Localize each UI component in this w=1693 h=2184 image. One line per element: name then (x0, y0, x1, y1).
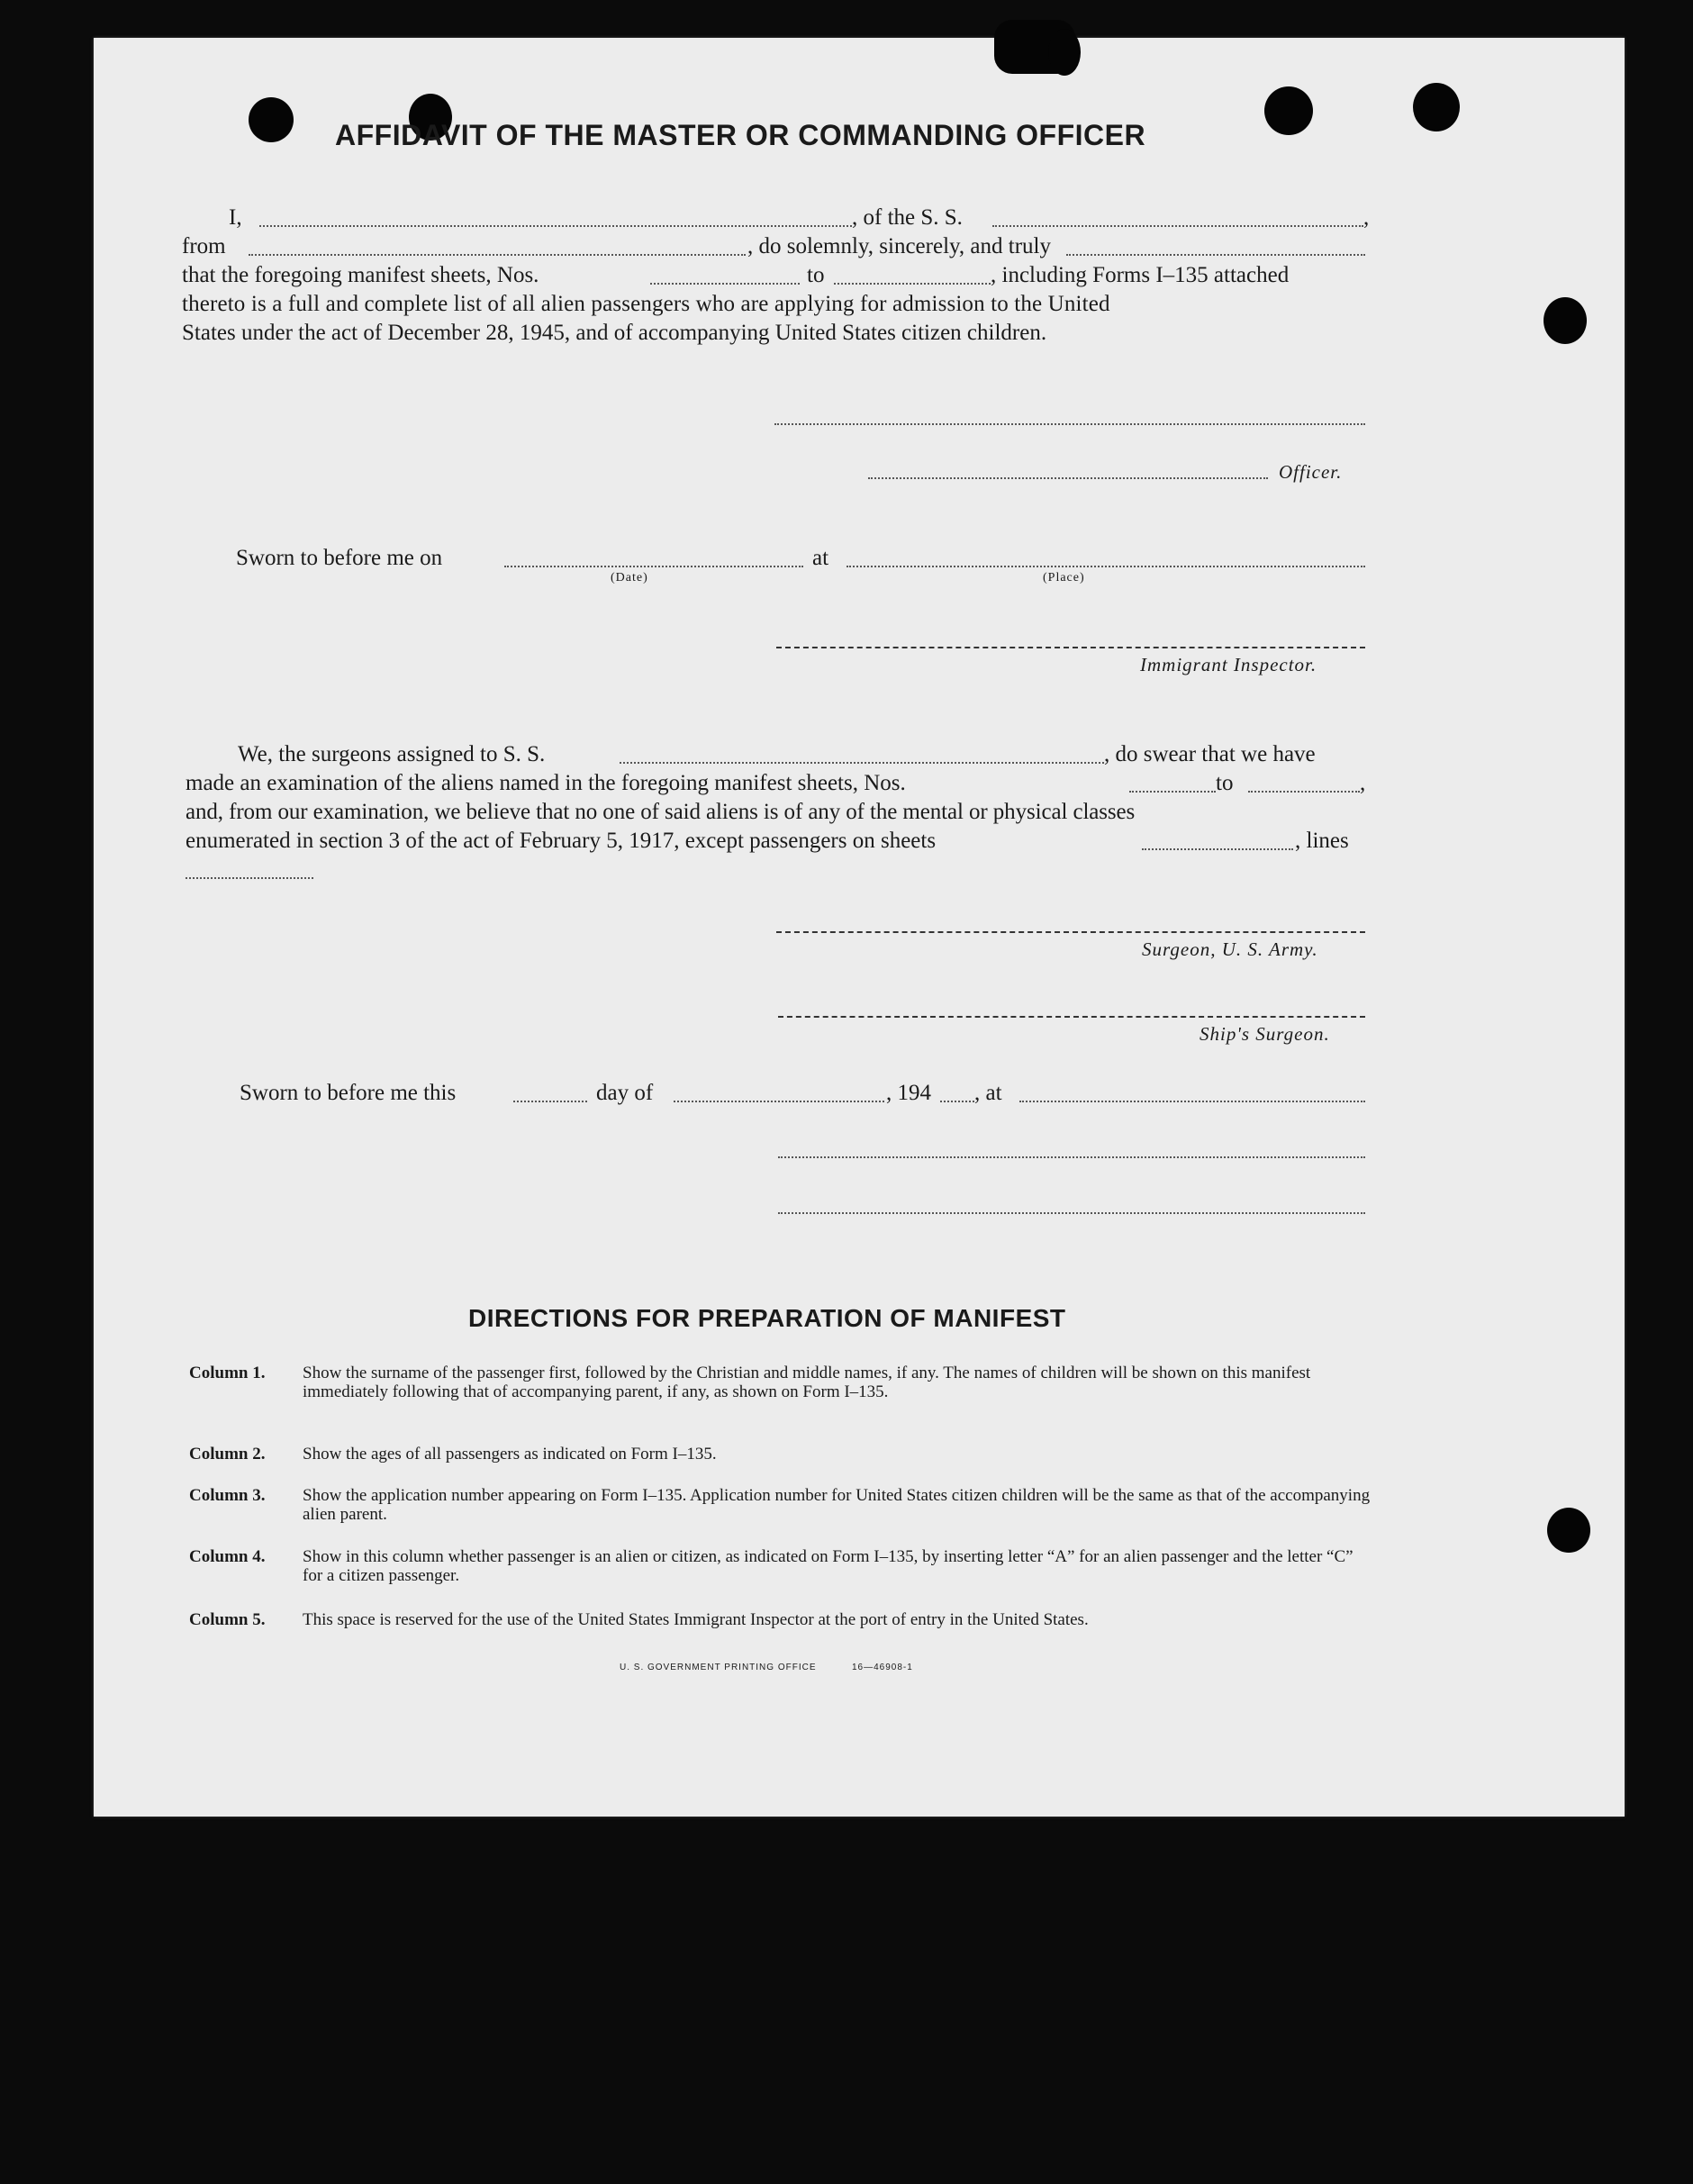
truly-blank (1066, 254, 1365, 256)
sworn-date-blank (504, 566, 803, 567)
column-3-text: Show the application number appearing on Form I–135. Application number for United States citizen children will be the same as that of the accompanying alien parent. (303, 1486, 1371, 1524)
surgeon-ship-blank (620, 762, 1104, 764)
surgeons-line4: enumerated in section 3 of the act of February 5, 1917, except passengers on sheets (186, 829, 937, 853)
lines-blank (186, 877, 313, 879)
sworn-day-blank (513, 1101, 587, 1102)
form-code: 16—46908-1 (852, 1663, 913, 1672)
punch-hole (1264, 86, 1313, 135)
affidavit-line4: thereto is a full and complete list of all alien passengers who are applying for admission to the United (182, 292, 1110, 316)
inspector-label: Immigrant Inspector. (1140, 654, 1317, 675)
surgeon-sheet-to-blank (1248, 791, 1360, 793)
surgeon-sheet-from-blank (1129, 791, 1216, 793)
sworn-place-blank (846, 566, 1365, 567)
directions-title: DIRECTIONS FOR PREPARATION OF MANIFEST (468, 1304, 1066, 1332)
affidavit-from: from (182, 234, 226, 258)
sworn-at-blank (1019, 1101, 1365, 1102)
port-from-blank (249, 254, 746, 256)
sworn-year-blank (940, 1101, 974, 1102)
place-caption: (Place) (1043, 571, 1085, 585)
officer-name-blank (259, 225, 852, 227)
except-sheets-blank (1142, 848, 1293, 850)
affidavit-title: AFFIDAVIT OF THE MASTER OR COMMANDING OFFICER (335, 119, 1146, 151)
affidavit-ss: , of the S. S. (852, 205, 963, 230)
column-2-text: Show the ages of all passengers as indicated on Form I–135. (303, 1445, 717, 1464)
sheet-from-blank (650, 283, 800, 285)
ship-surgeon-signature-line (778, 1016, 1365, 1018)
punch-hole (249, 97, 294, 142)
punch-hole (1544, 297, 1587, 344)
form-page: AFFIDAVIT OF THE MASTER OR COMMANDING OFFICER I, , of the S. S. , from , do solemnly, sincerely, and truly that the foregoing manifest sheets, Nos. to , including Forms I–135 attached thereto is a full and complete list of all alien passengers who are applying for admission to the United States under the act of December 28, 1945, and of accompanying United States citizen children. Officer. Sworn to before me on at (Date) (Place) Immigrant Inspector. We, the surgeons assigned to S. S. , do swear that we have made an examination of the aliens named in the foregoing manifest sheets, Nos. to , and, from our examination, we believe that no one of said aliens is of any of the mental or physical classes enumerated in section 3 of the act of February 5, 1917, except passengers on sheets , lines Surgeon, U. S. Army. Ship's Surgeon. Sworn to before me this day of , 194 , at DIRECTIONS FOR PREPARATION OF MANIFEST Column 1. Show the surname of the passenger first, followed by the Christian and middle names, if any. The names of children will be shown on this manifest immediately following that of accompanying parent, if any, as shown on Form I–135. Column 2. Show the ages of all passengers as indicated on Form I–135. Column 3. Show the application number appearing on Form I–135. Application number for United States citizen children will be the same as that of the accompanying alien parent. Column 4. Show in this column whether passenger is an alien or citizen, as indicated on Form I–135, by inserting letter “A” for an alien passenger and the letter “C” for a citizen passenger. Column 5. This space is reserved for the use of the United States Immigrant Inspector at the port of entry in the United States. U. S. GOVERNMENT PRINTING OFFICE 16—46908-1 (94, 38, 1625, 1817)
army-surgeon-label: Surgeon, U. S. Army. (1142, 938, 1318, 960)
column-5-label: Column 5. (189, 1610, 266, 1629)
affidavit-i: I, (229, 205, 242, 230)
column-5-text: This space is reserved for the use of the United States Immigrant Inspector at the port of entry in the United States. (303, 1610, 1089, 1629)
column-3-label: Column 3. (189, 1486, 266, 1505)
date-caption: (Date) (611, 571, 648, 585)
officer-label: Officer. (1279, 461, 1343, 483)
column-1-text: Show the surname of the passenger first, followed by the Christian and middle names, if any. The names of children will be shown on this manifest immediately following that of accompanying parent, if any, as shown on Form I–135. (303, 1364, 1311, 1401)
officer-signature-line (774, 423, 1365, 425)
sheet-to-blank (834, 283, 991, 285)
officer-title-line (868, 477, 1268, 479)
punch-hole (1547, 1508, 1590, 1553)
sworn-signature-line-2 (778, 1212, 1365, 1214)
sworn-on-text: Sworn to before me on (236, 546, 443, 570)
sworn-signature-line-1 (778, 1156, 1365, 1158)
sworn-month-blank (674, 1101, 884, 1102)
column-2-label: Column 2. (189, 1445, 266, 1464)
affidavit-solemnly: , do solemnly, sincerely, and truly (747, 234, 1051, 258)
ship-name-blank (992, 225, 1363, 227)
surgeons-line2: made an examination of the aliens named in the foregoing manifest sheets, Nos. (186, 771, 906, 795)
top-tear (1048, 29, 1081, 76)
printer-credit: U. S. GOVERNMENT PRINTING OFFICE (620, 1663, 817, 1672)
column-1-label: Column 1. (189, 1364, 266, 1382)
ship-surgeon-label: Ship's Surgeon. (1200, 1023, 1330, 1045)
inspector-signature-line (776, 647, 1365, 648)
surgeons-line3: and, from our examination, we believe that no one of said aliens is of any of the mental or physical classes (186, 800, 1136, 824)
army-surgeon-signature-line (776, 931, 1365, 933)
column-4-text: Show in this column whether passenger is an alien or citizen, as indicated on Form I–135, by inserting letter “A” for an alien passenger and the letter “C” for a citizen passenger. (303, 1547, 1353, 1585)
punch-hole (1413, 83, 1460, 131)
affidavit-sheets: that the foregoing manifest sheets, Nos. (182, 263, 539, 287)
surgeons-line1: We, the surgeons assigned to S. S. (238, 742, 546, 766)
affidavit-line5: States under the act of December 28, 1945, and of accompanying United States citizen children. (182, 321, 1047, 345)
column-4-label: Column 4. (189, 1547, 266, 1566)
sworn-this-text: Sworn to before me this (240, 1081, 457, 1105)
